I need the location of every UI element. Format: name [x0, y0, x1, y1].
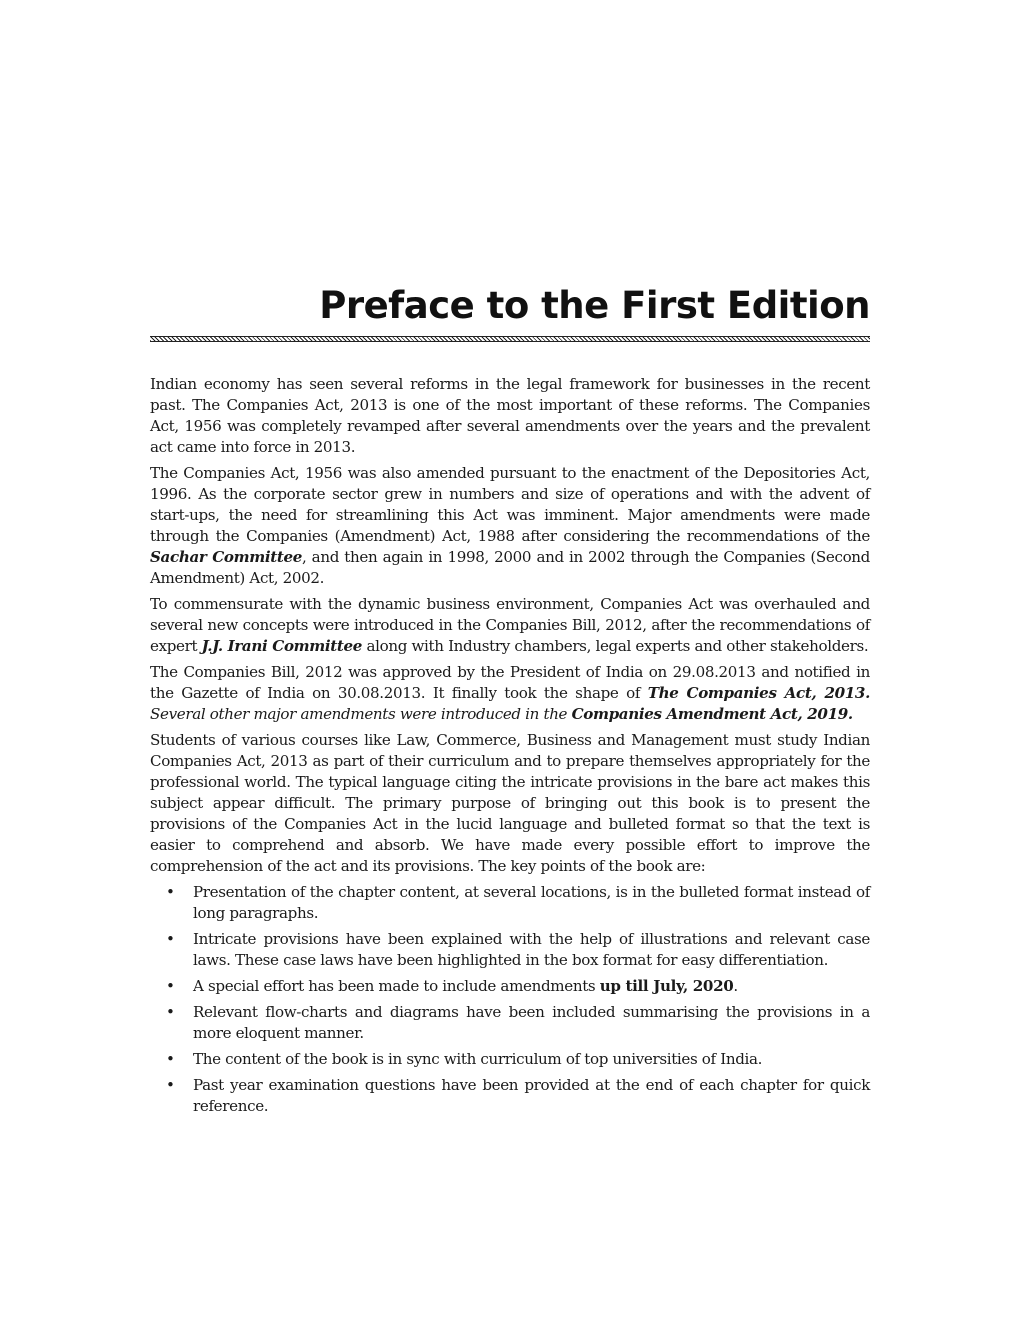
paragraph-purpose: Students of various courses like Law, Commerce, Business and Management must study Indian Companies Act, 2013 as part of their curriculum and to prepare themselves appropriately for the professional world. The typical language citing the intricate provisions in the bare act makes this subject appear difficult. The primary purpose of bringing out this book is to present the provisions of the Companies Act in the lucid language and bulleted format so that the text is easier to comprehend and absorb. We have made every possible effort to improve the comprehension of the act and its provisions. The key points of the book are: [150, 731, 870, 875]
list-item-text: . [733, 977, 738, 995]
sachar-committee-emphasis: Sachar Committee [150, 548, 302, 566]
amendment-date-emphasis: up till July, 2020 [599, 977, 734, 995]
paragraph-text: The Companies Bill, 2012 was approved by the President of India on 29.08.2013 and notified in the Gazette of India on 30.08.2013. It finally took the shape of [150, 663, 870, 702]
paragraph-intro: Indian economy has seen several reforms in the legal framework for businesses in the recent past. The Companies Act, 2013 is one of the most important of these reforms. The Companies Act, 1956 was completely revamped after several amendments over the years and the prevalent act came into force in 2013. [150, 375, 870, 456]
list-item-text: Presentation of the chapter content, at several locations, is in the bulleted format instead of long paragraphs. [193, 883, 870, 922]
preface-body [150, 374, 870, 1122]
paragraph-text: , and then again in 1998, 2000 and in 2002 through the Companies (Second Amendment) Act, 2002. [150, 548, 870, 587]
paragraph-amendments [150, 463, 870, 589]
paragraph-text: The Companies Act, 1956 was also amended pursuant to the enactment of the Depositories Act, 1996. As the corporate sector grew in numbers and size of operations and with the advent of start-ups, the need for streamlining this Act was imminent. Major amendments were made through the Companies (Amendment) Act, 1988 after considering the recommendations of the [150, 464, 870, 545]
list-item [150, 1049, 870, 1070]
list-item-text: A special effort has been made to include amendments [193, 977, 600, 995]
list-item [150, 976, 870, 997]
page-title: Preface to the First Edition [319, 284, 870, 327]
paragraph-overhaul [150, 594, 870, 657]
companies-act-emphasis: The Companies Act, 2013. [647, 684, 870, 702]
list-item-text: Past year examination questions have been provided at the end of each chapter for quick reference. [193, 1076, 870, 1115]
paragraph-bill-approval [150, 662, 870, 725]
bullet-icon: • [166, 883, 175, 901]
list-item [150, 882, 870, 924]
bullet-icon: • [166, 1076, 175, 1094]
list-item [150, 1002, 870, 1044]
key-points-list [150, 882, 870, 1117]
paragraph-text: along with Industry chambers, legal experts and other stakeholders. [362, 637, 869, 655]
amendment-act-emphasis: Companies Amendment Act, 2019. [571, 705, 853, 723]
bullet-icon: • [166, 1050, 175, 1068]
bullet-icon: • [166, 1003, 175, 1021]
title-divider [150, 336, 870, 342]
list-item [150, 1075, 870, 1117]
bullet-icon: • [166, 930, 175, 948]
list-item-text: Relevant flow-charts and diagrams have been included summarising the provisions in a more eloquent manner. [193, 1003, 870, 1042]
irani-committee-emphasis: J.J. Irani Committee [201, 637, 363, 655]
paragraph-italic-text: Several other major amendments were introduced in the [150, 705, 572, 723]
list-item [150, 929, 870, 971]
bullet-icon: • [166, 977, 175, 995]
list-item-text: The content of the book is in sync with curriculum of top universities of India. [193, 1050, 763, 1068]
paragraph-text: To commensurate with the dynamic business environment, Companies Act was overhauled and several new concepts were introduced in the Companies Bill, 2012, after the recommendations of expert [150, 595, 870, 655]
list-item-text: Intricate provisions have been explained with the help of illustrations and relevant case laws. These case laws have been highlighted in the box format for easy differentiation. [193, 930, 870, 969]
